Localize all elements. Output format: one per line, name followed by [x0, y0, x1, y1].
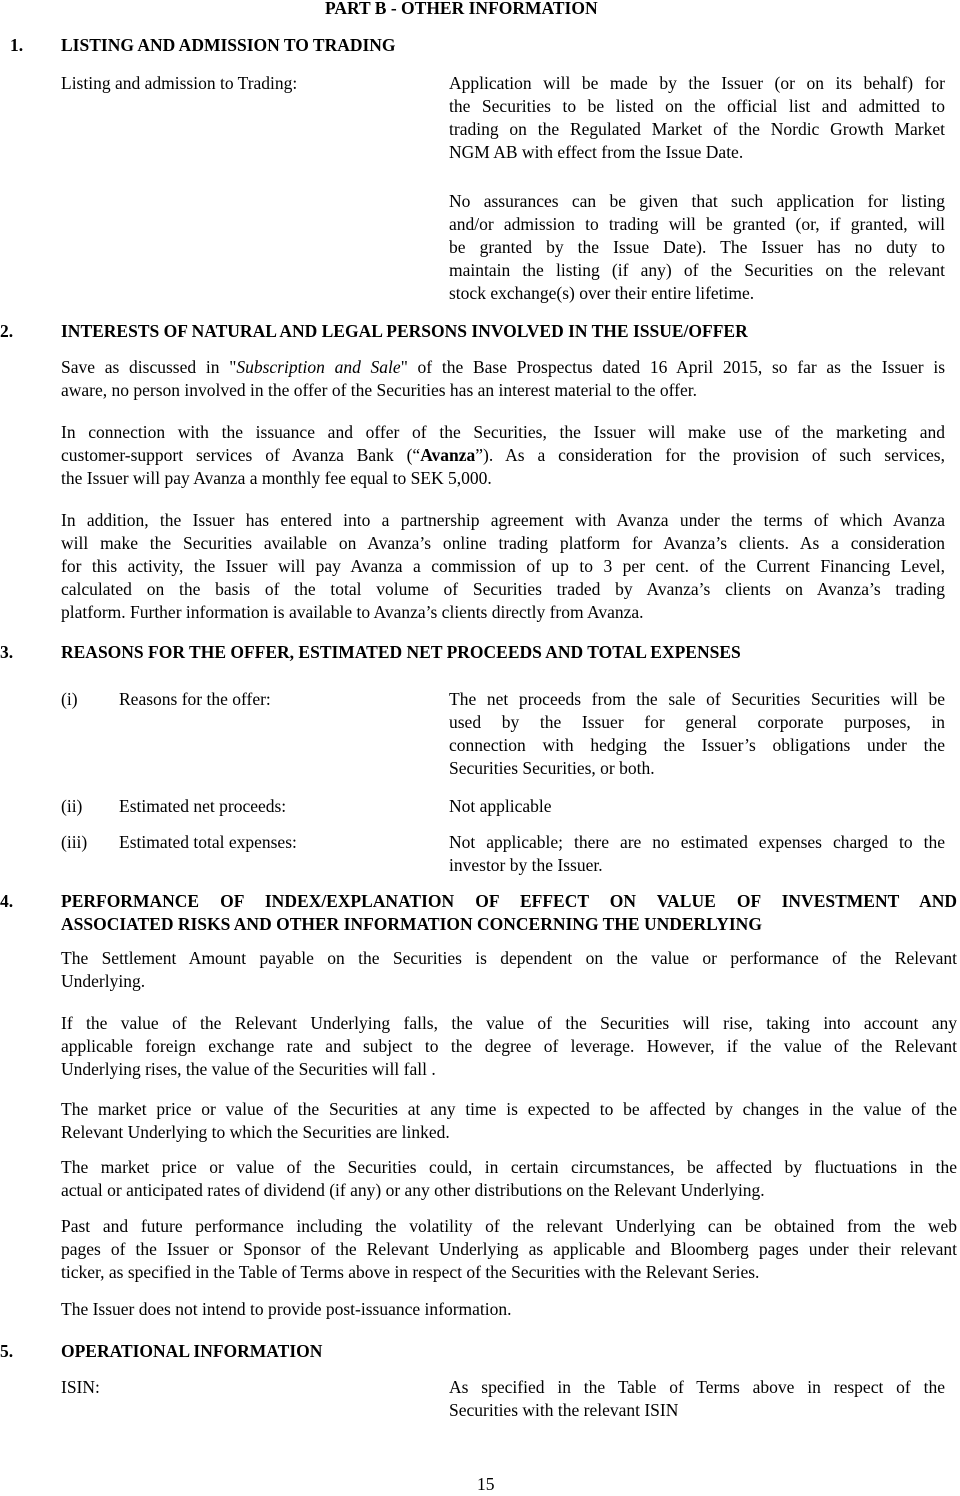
interests-paragraph-1: [61, 356, 945, 402]
text-line: Underlying.: [61, 971, 146, 991]
row-index: (ii): [61, 796, 83, 816]
isin-value: [449, 1376, 945, 1422]
text-line: stock exchange(s) over their entire lifetime.: [449, 283, 755, 303]
performance-paragraph-5: [61, 1215, 957, 1284]
text-line: used by the Issuer for general corporate purposes, in: [449, 712, 945, 732]
performance-paragraph-2: [61, 1012, 957, 1081]
row-label: Estimated total expenses:: [119, 832, 297, 852]
listing-paragraph-2: [449, 190, 945, 305]
text-line: The net proceeds from the sale of Securities Securities will be: [449, 689, 945, 709]
text-line: for this activity, the Issuer will pay Avanza a commission of up to 3 per cent. of the Current Financing Level,: [61, 556, 945, 576]
text-line: connection with hedging the Issuer’s obligations under the: [449, 735, 945, 755]
text-line: Not applicable; there are no estimated expenses charged to the: [449, 832, 945, 852]
text-line: pages of the Issuer or Sponsor of the Relevant Underlying as applicable and Bloomberg pages under their relevant: [61, 1239, 957, 1259]
text-span: " of the Base Prospectus dated 16 April 2015, so far as the Issuer is: [400, 357, 946, 377]
text-line: [61, 444, 945, 467]
text-line: The market price or value of the Securities could, in certain circumstances, be affected by fluctuations in the: [61, 1157, 957, 1177]
performance-paragraph-6: The Issuer does not intend to provide post-issuance information.: [61, 1299, 512, 1319]
text-line: [61, 356, 945, 379]
section-1-number: 1.: [10, 35, 24, 55]
text-line: As specified in the Table of Terms above in respect of the: [449, 1377, 945, 1397]
listing-paragraph-1: [449, 72, 945, 164]
defined-term: Avanza: [420, 445, 476, 465]
section-3-title: REASONS FOR THE OFFER, ESTIMATED NET PROCEEDS AND TOTAL EXPENSES: [61, 642, 741, 662]
row-value: [449, 688, 945, 780]
text-line: If the value of the Relevant Underlying falls, the value of the Securities will rise, taking into account any: [61, 1013, 957, 1033]
text-line: calculated on the basis of the total volume of Securities traded by Avanza’s clients on Avanza’s trading: [61, 579, 945, 599]
text-line: Securities Securities, or both.: [449, 758, 655, 778]
text-line: actual or anticipated rates of dividend (if any) or any other distributions on the Relevant Underlying.: [61, 1180, 765, 1200]
text-line: The Settlement Amount payable on the Securities is dependent on the value or performance of the Relevant: [61, 948, 957, 968]
text-line: maintain the listing (if any) of the Securities on the relevant: [449, 260, 945, 280]
isin-label: ISIN:: [61, 1377, 100, 1397]
performance-paragraph-3: [61, 1098, 957, 1144]
section-2-number: 2.: [0, 321, 14, 341]
text-line: The market price or value of the Securities at any time is expected to be affected by changes in the value of the: [61, 1099, 957, 1119]
text-line: NGM AB with effect from the Issue Date.: [449, 142, 744, 162]
text-line: ticker, as specified in the Table of Terms above in respect of the Securities with the Relevant Series.: [61, 1262, 760, 1282]
text-line: applicable foreign exchange rate and subject to the degree of leverage. However, if the value of the Relevant: [61, 1036, 957, 1056]
section-4-title: [61, 890, 957, 936]
row-index: (i): [61, 689, 78, 709]
interests-paragraph-3: [61, 509, 945, 624]
text-line: trading on the Regulated Market of the Nordic Growth Market: [449, 119, 945, 139]
interests-paragraph-2: [61, 421, 945, 490]
section-5-title: OPERATIONAL INFORMATION: [61, 1341, 323, 1361]
part-title: PART B - OTHER INFORMATION: [325, 0, 598, 18]
text-line: In addition, the Issuer has entered into a partnership agreement with Avanza under the terms of which Avanza: [61, 510, 945, 530]
page-number: 15: [477, 1474, 495, 1494]
text-line: Application will be made by the Issuer (or on its behalf) for: [449, 73, 945, 93]
performance-paragraph-1: [61, 947, 957, 993]
section-5-number: 5.: [0, 1341, 14, 1361]
section-2-title: INTERESTS OF NATURAL AND LEGAL PERSONS INVOLVED IN THE ISSUE/OFFER: [61, 321, 748, 341]
row-label: Estimated net proceeds:: [119, 796, 287, 816]
row-index: (iii): [61, 832, 88, 852]
text-span: customer-support services of Avanza Bank (“: [61, 445, 421, 465]
text-line: the Issuer will pay Avanza a monthly fee equal to SEK 5,000.: [61, 468, 492, 488]
text-line: Underlying rises, the value of the Securities will fall .: [61, 1059, 436, 1079]
section-1-title: LISTING AND ADMISSION TO TRADING: [61, 35, 396, 55]
text-line: the Securities to be listed on the official list and admitted to: [449, 96, 945, 116]
section-3-number: 3.: [0, 642, 14, 662]
text-line: investor by the Issuer.: [449, 855, 603, 875]
text-line: platform. Further information is available to Avanza’s clients directly from Avanza.: [61, 602, 644, 622]
text-line: be granted by the Issue Date). The Issuer has no duty to: [449, 237, 945, 257]
text-line: Securities with the relevant ISIN: [449, 1400, 679, 1420]
text-line: will make the Securities available on Avanza’s online trading platform for Avanza’s clients. As a consideration: [61, 533, 945, 553]
title-line: PERFORMANCE OF INDEX/EXPLANATION OF EFFECT ON VALUE OF INVESTMENT AND: [61, 891, 957, 911]
text-line: In connection with the issuance and offer of the Securities, the Issuer will make use of the marketing and: [61, 422, 945, 442]
text-line: No assurances can be given that such application for listing: [449, 191, 945, 211]
title-line: ASSOCIATED RISKS AND OTHER INFORMATION CONCERNING THE UNDERLYING: [61, 914, 762, 934]
text-span: ”). As a consideration for the provision of such services,: [475, 445, 945, 465]
section-4-number: 4.: [0, 891, 14, 911]
listing-label: Listing and admission to Trading:: [61, 73, 298, 93]
row-label: Reasons for the offer:: [119, 689, 271, 709]
row-value: [449, 831, 945, 877]
text-span: Save as discussed in ": [61, 357, 237, 377]
row-value: Not applicable: [449, 796, 552, 816]
text-line: aware, no person involved in the offer of the Securities has an interest material to the offer.: [61, 380, 697, 400]
performance-paragraph-4: [61, 1156, 957, 1202]
text-line: and/or admission to trading will be granted (or, if granted, will: [449, 214, 945, 234]
text-line: Relevant Underlying to which the Securities are linked.: [61, 1122, 450, 1142]
italic-reference: Subscription and Sale: [236, 357, 401, 377]
text-line: Past and future performance including the volatility of the relevant Underlying can be obtained from the web: [61, 1216, 957, 1236]
